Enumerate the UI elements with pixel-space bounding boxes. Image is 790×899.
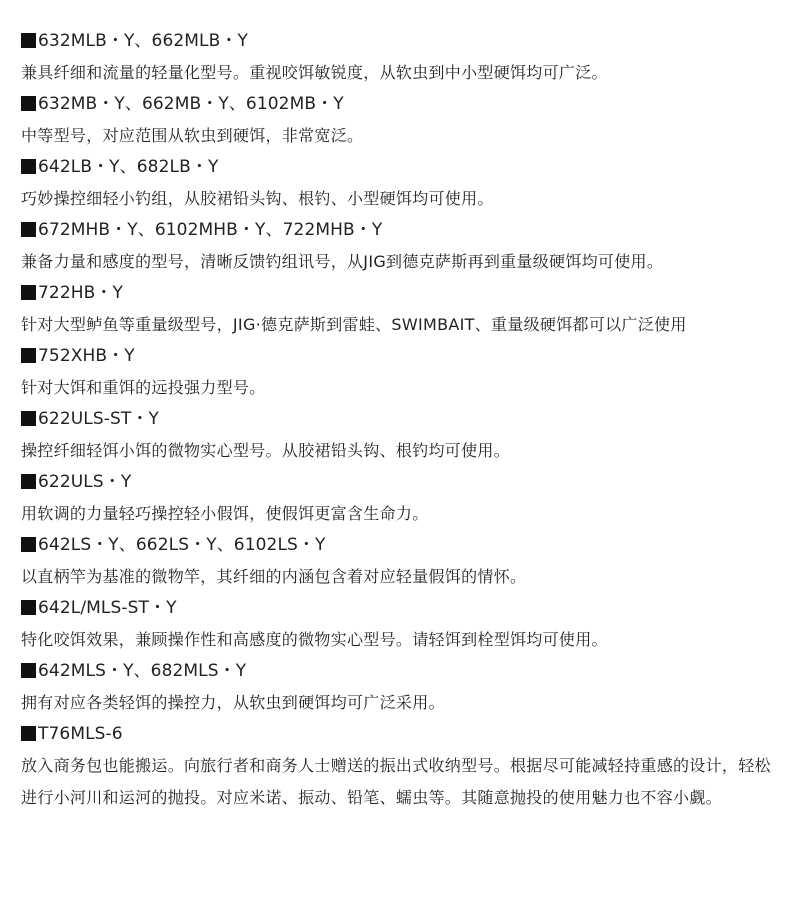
model-heading bbox=[21, 89, 781, 120]
model-heading bbox=[21, 278, 781, 309]
model-name: T76MLS-6 bbox=[38, 724, 123, 744]
model-description: 兼备力量和感度的型号，清晰反馈钓组讯号，从JIG到德克萨斯再到重量级硬饵均可使用。 bbox=[21, 252, 664, 271]
list-item bbox=[21, 215, 781, 278]
model-description: 特化咬饵效果，兼顾操作性和高感度的微物实心型号。请轻饵到栓型饵均可使用。 bbox=[21, 630, 608, 649]
model-description: 中等型号，对应范围从软虫到硬饵，非常宽泛。 bbox=[21, 126, 364, 145]
list-item bbox=[21, 593, 781, 656]
list-item bbox=[21, 278, 781, 341]
list-item bbox=[21, 152, 781, 215]
model-name: 642LB・Y、682LB・Y bbox=[38, 157, 219, 177]
square-bullet-icon bbox=[21, 33, 36, 48]
model-name: 642MLS・Y、682MLS・Y bbox=[38, 661, 247, 681]
list-item bbox=[21, 341, 781, 404]
square-bullet-icon bbox=[21, 411, 36, 426]
list-item bbox=[21, 719, 781, 814]
square-bullet-icon bbox=[21, 600, 36, 615]
model-heading bbox=[21, 593, 781, 624]
list-item bbox=[21, 89, 781, 152]
model-description: 兼具纤细和流量的轻量化型号。重视咬饵敏锐度，从软虫到中小型硬饵均可广泛。 bbox=[21, 63, 608, 82]
list-item bbox=[21, 656, 781, 719]
square-bullet-icon bbox=[21, 96, 36, 111]
square-bullet-icon bbox=[21, 663, 36, 678]
square-bullet-icon bbox=[21, 222, 36, 237]
model-description: 针对大型鲈鱼等重量级型号，JIG·德克萨斯到雷蛙、SWIMBAIT、重量级硬饵都可以广泛使用 bbox=[21, 315, 687, 334]
model-name: 632MLB・Y、662MLB・Y bbox=[38, 31, 248, 51]
model-heading bbox=[21, 404, 781, 435]
model-name: 632MB・Y、662MB・Y、6102MB・Y bbox=[38, 94, 344, 114]
square-bullet-icon bbox=[21, 726, 36, 741]
model-name: 752XHB・Y bbox=[38, 346, 135, 366]
model-heading bbox=[21, 656, 781, 687]
model-heading bbox=[21, 467, 781, 498]
model-description: 拥有对应各类轻饵的操控力，从软虫到硬饵均可广泛采用。 bbox=[21, 693, 445, 712]
model-name: 642LS・Y、662LS・Y、6102LS・Y bbox=[38, 535, 326, 555]
model-description: 巧妙操控细轻小钓组，从胶裙铅头钩、根钓、小型硬饵均可使用。 bbox=[21, 189, 494, 208]
model-heading bbox=[21, 530, 781, 561]
model-heading bbox=[21, 26, 781, 57]
list-item bbox=[21, 467, 781, 530]
model-name: 622ULS-ST・Y bbox=[38, 409, 159, 429]
model-heading bbox=[21, 719, 781, 750]
model-name: 642L/MLS-ST・Y bbox=[38, 598, 177, 618]
product-list bbox=[21, 26, 781, 814]
model-description: 针对大饵和重饵的远投强力型号。 bbox=[21, 378, 266, 397]
square-bullet-icon bbox=[21, 348, 36, 363]
model-heading bbox=[21, 152, 781, 183]
square-bullet-icon bbox=[21, 285, 36, 300]
list-item bbox=[21, 530, 781, 593]
model-description: 放入商务包也能搬运。向旅行者和商务人士赠送的振出式收纳型号。根据尽可能减轻持重感的设计，轻松进行小河川和运河的抛投。对应米诺、振动、铅笔、蠕虫等。其随意抛投的使用魅力也不容小觑。 bbox=[21, 756, 771, 807]
model-description: 以直柄竿为基准的微物竿，其纤细的内涵包含着对应轻量假饵的情怀。 bbox=[21, 567, 527, 586]
square-bullet-icon bbox=[21, 159, 36, 174]
list-item bbox=[21, 26, 781, 89]
model-name: 722HB・Y bbox=[38, 283, 123, 303]
model-name: 672MHB・Y、6102MHB・Y、722MHB・Y bbox=[38, 220, 383, 240]
square-bullet-icon bbox=[21, 537, 36, 552]
model-heading bbox=[21, 341, 781, 372]
model-description: 用软调的力量轻巧操控轻小假饵，使假饵更富含生命力。 bbox=[21, 504, 429, 523]
model-heading bbox=[21, 215, 781, 246]
model-name: 622ULS・Y bbox=[38, 472, 132, 492]
list-item bbox=[21, 404, 781, 467]
model-description: 操控纤细轻饵小饵的微物实心型号。从胶裙铅头钩、根钓均可使用。 bbox=[21, 441, 511, 460]
square-bullet-icon bbox=[21, 474, 36, 489]
